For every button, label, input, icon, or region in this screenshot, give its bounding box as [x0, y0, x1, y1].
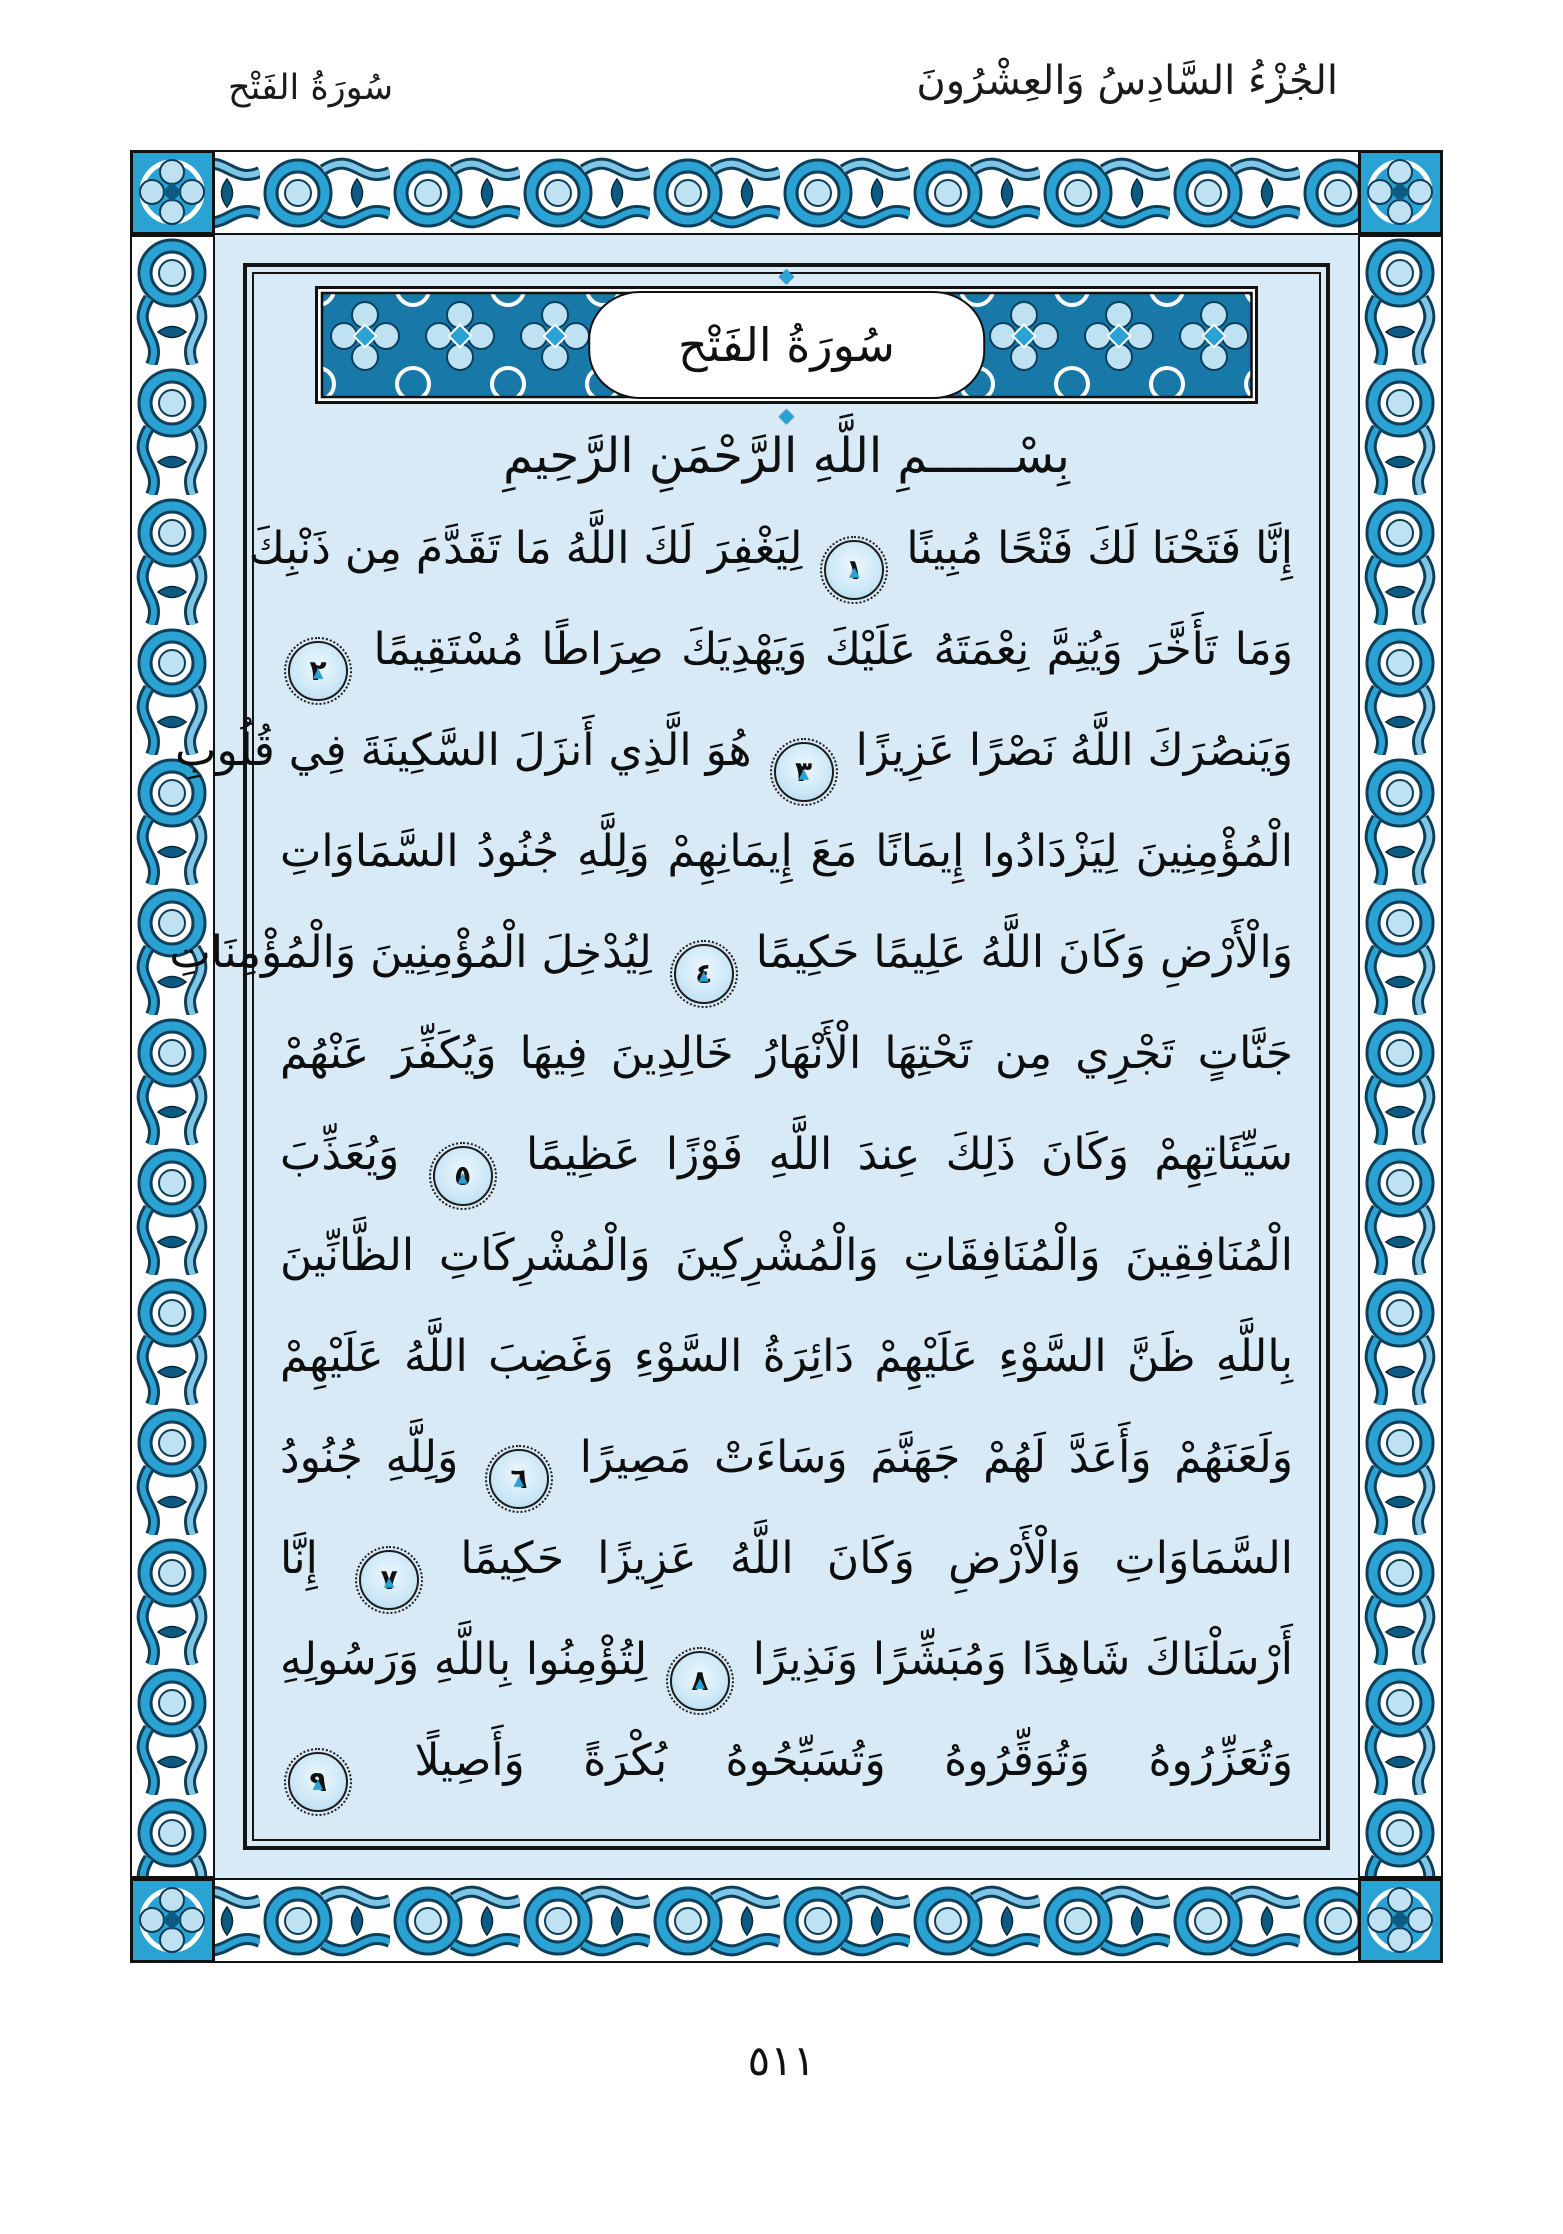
quran-line-11	[280, 1508, 1293, 1609]
ayah-text: وَيُعَذِّبَ	[280, 1129, 400, 1180]
ayah-text: الْمُؤْمِنِينَ لِيَزْدَادُوا إِيمَانًا مَعَ إِيمَانِهِمْ وَلِلَّهِ جُنُودُ السَّمَاوَاتِ	[280, 826, 1293, 877]
quran-line-12	[280, 1609, 1293, 1710]
ayah-text: لِتُؤْمِنُوا بِاللَّهِ وَرَسُولِهِ	[280, 1634, 648, 1685]
corner-ornament	[1358, 1878, 1443, 1963]
verse-marker: ▲ ٣	[774, 742, 834, 802]
quran-line-4	[280, 801, 1293, 902]
ayah-text: وَتُعَزِّرُوهُ وَتُوَقِّرُوهُ وَتُسَبِّحُوهُ بُكْرَةً وَأَصِيلًا	[414, 1735, 1293, 1786]
ayah-text: إِنَّا	[280, 1533, 318, 1584]
quran-lines	[169, 498, 1299, 1811]
ayah-text: لِيَغْفِرَ لَكَ اللَّهُ مَا تَقَدَّمَ مِن ذَنْبِكَ	[248, 523, 803, 574]
verse-marker: ▲ ٢	[288, 641, 348, 701]
ayah-text: بِاللَّهِ ظَنَّ السَّوْءِ عَلَيْهِمْ دَائِرَةُ السَّوْءِ وَغَضِبَ اللَّهُ عَلَيْهِمْ	[280, 1331, 1293, 1382]
quran-line-3	[175, 700, 1293, 801]
ayah-text: وَالْأَرْضِ وَكَانَ اللَّهُ عَلِيمًا حَكِيمًا	[755, 927, 1293, 978]
arabesque-border-right	[1358, 235, 1443, 1878]
quran-line-5	[169, 902, 1293, 1003]
ayah-text: سَيِّئَاتِهِمْ وَكَانَ ذَلِكَ عِندَ اللَّهِ فَوْزًا عَظِيمًا	[526, 1129, 1293, 1180]
header-surah-name: سُورَةُ الفَتْح	[228, 68, 394, 108]
verse-marker: ▲ ٨	[670, 1651, 730, 1711]
surah-title-text: ◆ سُورَةُ الفَتْح	[678, 318, 895, 372]
ayah-text: السَّمَاوَاتِ وَالْأَرْضِ وَكَانَ اللَّهُ عَزِيزًا حَكِيمًا	[460, 1533, 1293, 1584]
verse-marker: ▲ ٥	[433, 1146, 493, 1206]
ayah-text: الْمُنَافِقِينَ وَالْمُنَافِقَاتِ وَالْمُشْرِكِينَ وَالْمُشْرِكَاتِ الظَّانِّينَ	[280, 1230, 1293, 1281]
quran-line-1	[248, 498, 1293, 599]
quran-line-6	[280, 1003, 1293, 1104]
ayah-text: وَلِلَّهِ جُنُودُ	[280, 1432, 459, 1483]
text-panel	[169, 235, 1358, 1878]
ayah-text: إِنَّا فَتَحْنَا لَكَ فَتْحًا مُبِينًا	[906, 523, 1293, 574]
corner-ornament	[1358, 150, 1443, 235]
ayah-text: وَيَنصُرَكَ اللَّهُ نَصْرًا عَزِيزًا	[855, 725, 1293, 776]
arabesque-border-top	[130, 150, 1443, 235]
verse-marker: ▲ ١	[824, 540, 884, 600]
ayah-text: لِيُدْخِلَ الْمُؤْمِنِينَ وَالْمُؤْمِنَاتِ	[169, 927, 652, 978]
content-area	[169, 272, 1321, 1841]
header-juz-name: الجُزْءُ السَّادِسُ وَالعِشْرُونَ	[916, 58, 1338, 104]
verse-marker: ▲ ٤	[674, 944, 734, 1004]
quran-line-2	[280, 599, 1293, 700]
quran-line-13	[280, 1710, 1293, 1811]
arabesque-border-left	[130, 235, 215, 1878]
quran-line-10	[280, 1407, 1293, 1508]
arabesque-frame	[130, 150, 1443, 1963]
ayah-text: أَرْسَلْنَاكَ شَاهِدًا وَمُبَشِّرًا وَنَذِيرًا	[752, 1634, 1293, 1685]
ayah-text: وَمَا تَأَخَّرَ وَيُتِمَّ نِعْمَتَهُ عَلَيْكَ وَيَهْدِيَكَ صِرَاطًا مُسْتَقِيمًا	[373, 624, 1293, 675]
ayah-text: هُوَ الَّذِي أَنزَلَ السَّكِينَةَ فِي قُلُوبِ	[175, 725, 752, 776]
quran-line-7	[280, 1104, 1293, 1205]
corner-ornament	[130, 1878, 215, 1963]
surah-title-cartouche	[588, 291, 986, 399]
verse-marker: ▲ ٦	[489, 1449, 549, 1509]
corner-ornament	[130, 150, 215, 235]
surah-title-box	[315, 286, 1258, 404]
double-rule-frame	[169, 263, 1330, 1850]
arabesque-border-bottom	[130, 1878, 1443, 1963]
quran-line-9	[280, 1306, 1293, 1407]
verse-marker: ▲ ٩	[288, 1752, 348, 1812]
bismillah: بِسْــــــمِ اللَّهِ الرَّحْمَنِ الرَّحِيمِ	[503, 428, 1070, 484]
page-number: ٥١١	[747, 2036, 816, 2085]
quran-line-8	[280, 1205, 1293, 1306]
ayah-text: وَلَعَنَهُمْ وَأَعَدَّ لَهُمْ جَهَنَّمَ وَسَاءَتْ مَصِيرًا	[579, 1432, 1293, 1483]
verse-marker: ▲ ٧	[359, 1550, 419, 1610]
ayah-text: جَنَّاتٍ تَجْرِي مِن تَحْتِهَا الْأَنْهَارُ خَالِدِينَ فِيهَا وَيُكَفِّرَ عَنْهُمْ	[280, 1028, 1293, 1079]
